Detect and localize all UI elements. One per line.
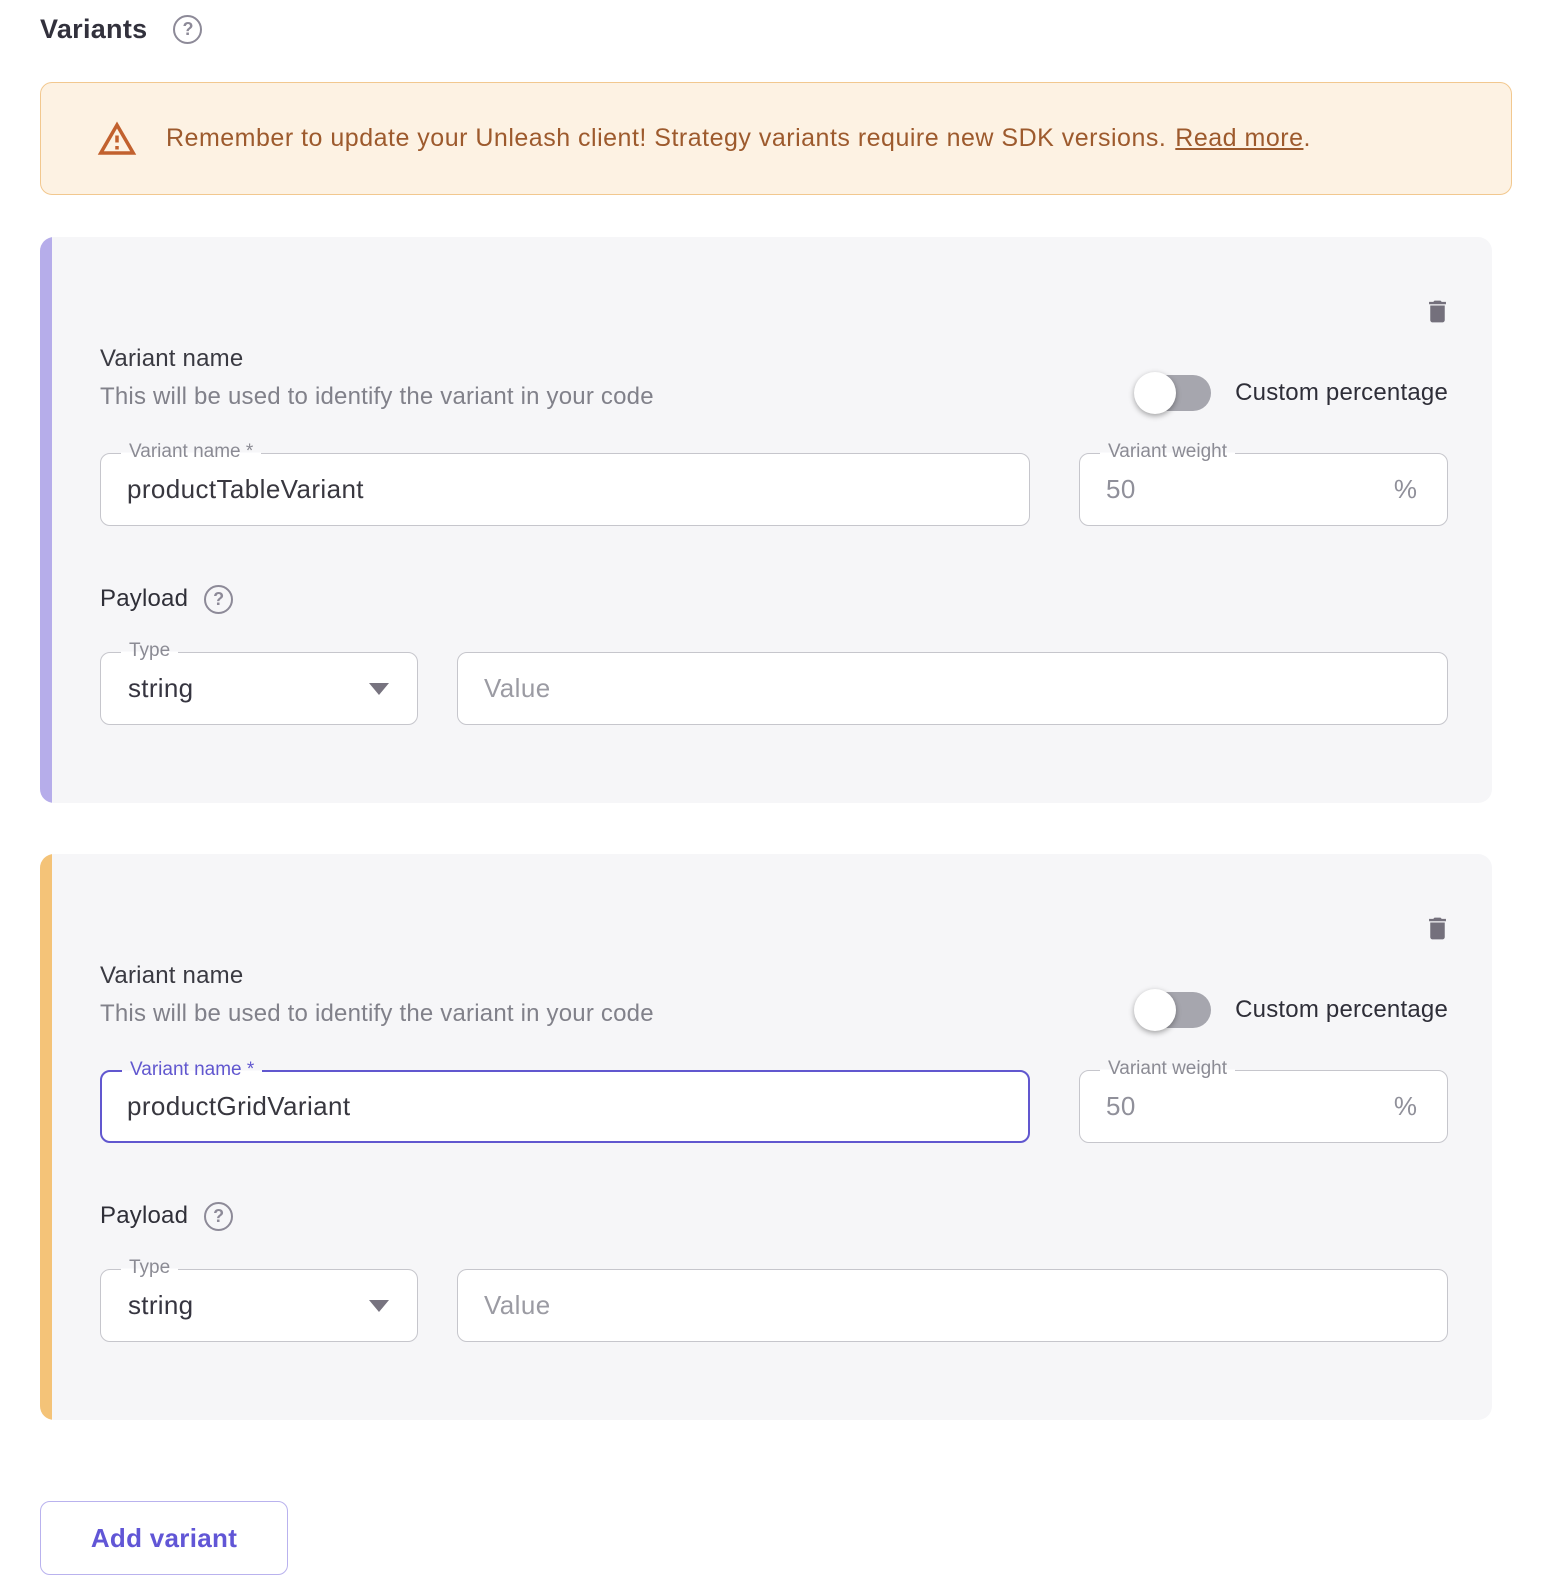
variant-name-field bbox=[100, 441, 1030, 526]
payload-label: Payload bbox=[100, 585, 189, 612]
payload-fields-row bbox=[100, 640, 1448, 725]
variant-heading-block bbox=[100, 343, 654, 413]
payload-fields-row bbox=[100, 1257, 1448, 1342]
variant-name-subheading: This will be used to identify the variant in your code bbox=[100, 1000, 654, 1027]
variants-help-icon[interactable]: ? bbox=[173, 15, 202, 44]
custom-percentage-toggle[interactable] bbox=[1139, 992, 1211, 1028]
toggle-knob bbox=[1134, 989, 1176, 1031]
sdk-warning-banner bbox=[40, 82, 1512, 195]
payload-value-field bbox=[457, 652, 1448, 725]
chevron-down-icon bbox=[369, 683, 389, 695]
variant-card bbox=[40, 237, 1492, 803]
name-weight-row bbox=[100, 1058, 1448, 1143]
payload-help-icon[interactable]: ? bbox=[204, 585, 233, 614]
variant-card bbox=[40, 854, 1492, 1420]
trash-icon bbox=[1423, 316, 1452, 331]
custom-percentage-label: Custom percentage bbox=[1235, 996, 1448, 1023]
percent-suffix: % bbox=[1393, 474, 1417, 504]
page-title: Variants bbox=[40, 14, 148, 44]
payload-type-value: string bbox=[128, 1290, 194, 1320]
read-more-link[interactable]: Read more bbox=[1175, 124, 1304, 152]
payload-help-icon[interactable]: ? bbox=[204, 1202, 233, 1231]
warning-triangle-icon bbox=[96, 118, 138, 160]
payload-type-select[interactable] bbox=[100, 640, 418, 725]
page-header bbox=[40, 14, 1520, 45]
variant-head-row bbox=[100, 960, 1448, 1030]
variant-name-subheading: This will be used to identify the variant in your code bbox=[100, 383, 654, 410]
variant-name-field bbox=[100, 1059, 1030, 1143]
payload-header bbox=[100, 1199, 1448, 1233]
custom-percentage-label: Custom percentage bbox=[1235, 379, 1448, 406]
payload-type-value: string bbox=[128, 673, 194, 703]
variant-accent-strip bbox=[40, 237, 52, 803]
variant-weight-field bbox=[1079, 1058, 1448, 1143]
variant-head-row bbox=[100, 343, 1448, 413]
custom-percentage-toggle[interactable] bbox=[1139, 375, 1211, 411]
delete-variant-button[interactable] bbox=[1423, 912, 1452, 948]
payload-value-input[interactable] bbox=[458, 653, 1447, 724]
payload-type-select[interactable] bbox=[100, 1257, 418, 1342]
name-weight-row bbox=[100, 441, 1448, 526]
chevron-down-icon bbox=[369, 1300, 389, 1312]
variant-weight-field bbox=[1079, 441, 1448, 526]
delete-variant-button[interactable] bbox=[1423, 295, 1452, 331]
custom-percentage-row bbox=[1139, 375, 1448, 413]
payload-label: Payload bbox=[100, 1202, 189, 1229]
custom-percentage-row bbox=[1139, 992, 1448, 1030]
variant-name-field-label: Variant name * bbox=[122, 1059, 262, 1081]
variant-name-field-label: Variant name * bbox=[121, 441, 261, 463]
variant-name-input[interactable] bbox=[102, 1072, 1028, 1141]
variant-weight-field-label: Variant weight bbox=[1100, 441, 1235, 463]
variant-weight-input[interactable] bbox=[1080, 454, 1394, 525]
variant-name-heading: Variant name bbox=[100, 345, 244, 372]
payload-value-field bbox=[457, 1269, 1448, 1342]
variant-accent-strip bbox=[40, 854, 52, 1420]
add-variant-button[interactable]: Add variant bbox=[40, 1501, 288, 1575]
trash-icon bbox=[1423, 933, 1452, 948]
variant-heading-block bbox=[100, 960, 654, 1030]
payload-type-label: Type bbox=[121, 1257, 178, 1279]
payload-type-label: Type bbox=[121, 640, 178, 662]
warning-message: Remember to update your Unleash client! Strategy variants require new SDK versions. Read more. bbox=[166, 124, 1311, 152]
payload-header bbox=[100, 582, 1448, 616]
toggle-knob bbox=[1134, 372, 1176, 414]
percent-suffix: % bbox=[1393, 1091, 1417, 1121]
variant-name-heading: Variant name bbox=[100, 962, 244, 989]
variant-weight-field-label: Variant weight bbox=[1100, 1058, 1235, 1080]
variant-name-input[interactable] bbox=[101, 454, 1029, 525]
payload-value-input[interactable] bbox=[458, 1270, 1447, 1341]
variant-weight-input[interactable] bbox=[1080, 1071, 1394, 1142]
